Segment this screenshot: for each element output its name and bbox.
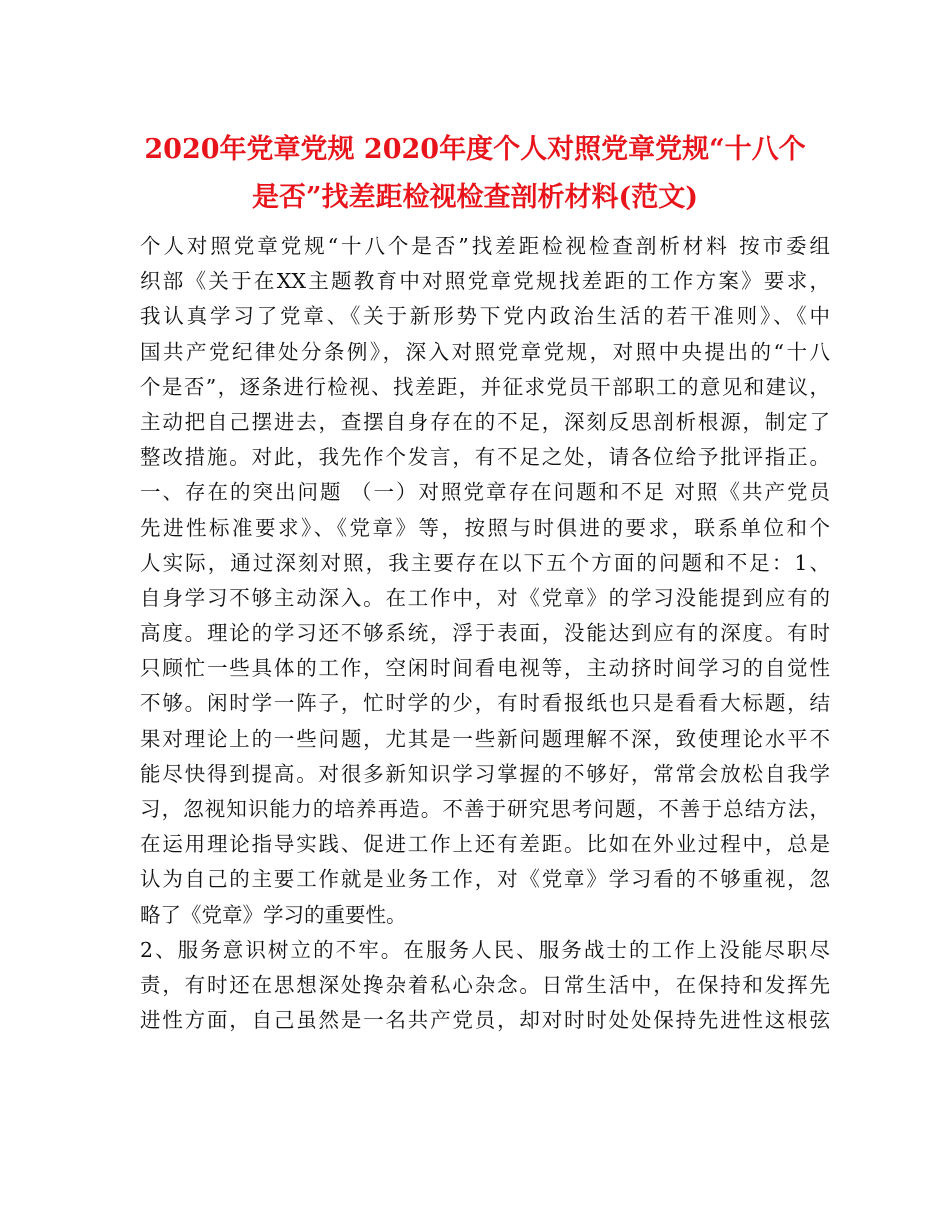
body-line: 一、存在的突出问题 （一）对照党章存在问题和不足 对照《共产党员 bbox=[140, 480, 830, 505]
body-line: 先进性标准要求》、《党章》等，按照与时俱进的要求，联系单位和个 bbox=[140, 515, 830, 540]
document-title bbox=[120, 126, 830, 222]
body-line: 习，忽视知识能力的培养再造。不善于研究思考问题，不善于总结方法， bbox=[140, 797, 830, 821]
body-line: 责，有时还在思想深处搀杂着私心杂念。日常生活中，在保持和发挥先 bbox=[140, 972, 830, 997]
body-line: 高度。理论的学习还不够系统，浮于表面，没能达到应有的深度。有时 bbox=[140, 621, 830, 646]
body-line: 个人对照党章党规“十八个是否”找差距检视检查剖析材料 按市委组 bbox=[140, 234, 830, 258]
body-line: 整改措施。对此，我先作个发言，有不足之处，请各位给予批评指正。 bbox=[140, 445, 830, 470]
body-line: 认为自己的主要工作就是业务工作，对《党章》学习看的不够重视，忽 bbox=[140, 867, 830, 892]
title-line-2: 是否”找差距检视检查剖析材料(范文) bbox=[251, 182, 699, 213]
body-line: 进性方面，自己虽然是一名共产党员，却对时时处处保持先进性这根弦 bbox=[140, 1008, 830, 1033]
body-line: 2、服务意识树立的不牢。在服务人民、服务战士的工作上没能尽职尽 bbox=[140, 937, 830, 962]
body-line: 个是否”，逐条进行检视、找差距，并征求党员干部职工的意见和建议， bbox=[140, 374, 830, 399]
body-line: 织部《关于在XX主题教育中对照党章党规找差距的工作方案》要求， bbox=[140, 269, 830, 294]
body-line: 主动把自己摆进去，查摆自身存在的不足，深刻反思剖析根源，制定了 bbox=[140, 409, 830, 434]
body-line: 人实际，通过深刻对照，我主要存在以下五个方面的问题和不足：1、 bbox=[140, 550, 830, 575]
body-line: 果对理论上的一些问题，尤其是一些新问题理解不深，致使理论水平不 bbox=[140, 726, 830, 751]
body-line: 自身学习不够主动深入。在工作中，对《党章》的学习没能提到应有的 bbox=[140, 585, 830, 610]
title-line-1: 2020年党章党规 2020年度个人对照党章党规“十八个 bbox=[144, 134, 806, 165]
body-line: 略了《党章》学习的重要性。 bbox=[140, 902, 407, 927]
body-line: 在运用理论指导实践、促进工作上还有差距。比如在外业过程中，总是 bbox=[140, 832, 830, 857]
document-body bbox=[140, 229, 830, 1038]
body-line: 我认真学习了党章、《关于新形势下党内政治生活的若干准则》、《中 bbox=[140, 304, 830, 329]
body-line: 能尽快得到提高。对很多新知识学习掌握的不够好，常常会放松自我学 bbox=[140, 761, 830, 786]
body-line: 只顾忙一些具体的工作，空闲时间看电视等，主动挤时间学习的自觉性 bbox=[140, 656, 830, 681]
body-line: 国共产党纪律处分条例》，深入对照党章党规，对照中央提出的“十八 bbox=[140, 339, 830, 364]
body-line: 不够。闲时学一阵子，忙时学的少，有时看报纸也只是看看大标题，结 bbox=[140, 691, 830, 716]
